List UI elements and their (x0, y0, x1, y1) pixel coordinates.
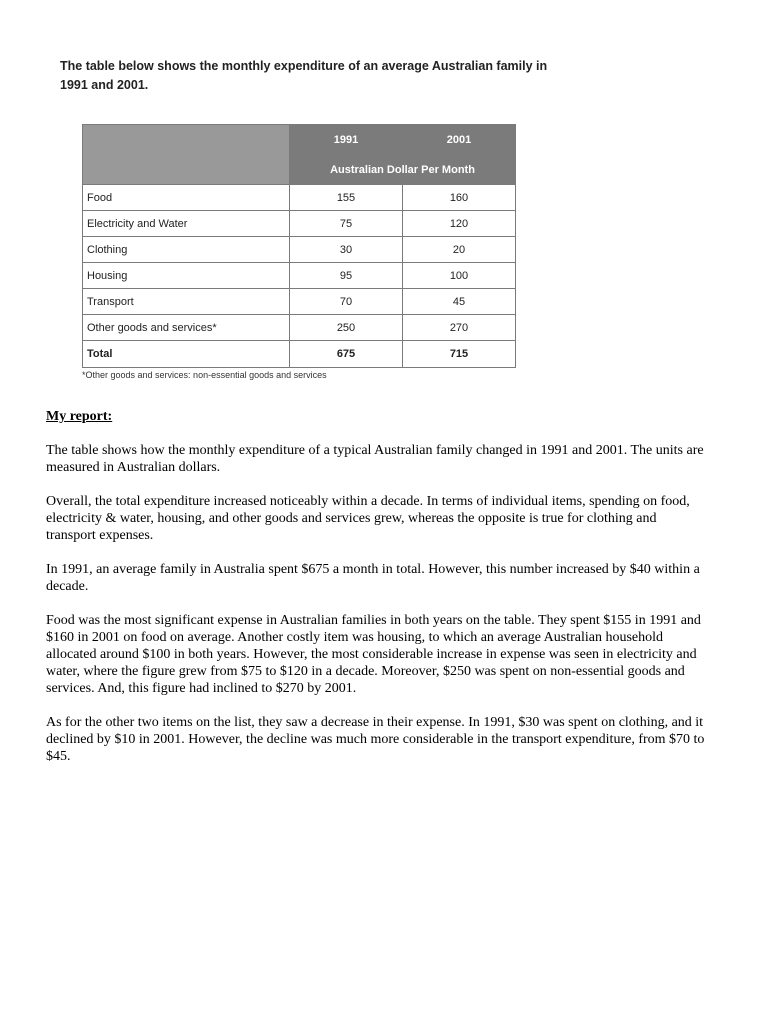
total-row (83, 341, 516, 368)
report-paragraph: As for the other two items on the list, they saw a decrease in their expense. In 1991, $30 was spent on clothing, and it declined by $10 in 2001. However, the decline was much more considerable in the transport expenditure, from $70 to $45. (46, 715, 705, 764)
task-prompt-line-2: 1991 and 2001. (60, 78, 149, 92)
unit-header: Australian Dollar Per Month (290, 155, 516, 185)
table-corner-cell (83, 125, 290, 185)
row-label: Food (83, 185, 290, 211)
total-1991: 675 (290, 341, 403, 368)
year-header-2001: 2001 (403, 125, 516, 155)
table-row (83, 237, 516, 263)
table-row (83, 185, 516, 211)
report-paragraph: The table shows how the monthly expenditure of a typical Australian family changed in 1991 and 2001. The units are measured in Australian dollars. (46, 443, 704, 475)
report-heading: My report: (46, 409, 113, 424)
value-2001: 160 (403, 185, 516, 211)
report-paragraph: In 1991, an average family in Australia spent $675 a month in total. However, this number increased by $40 within a decade. (46, 562, 700, 594)
table-row (83, 315, 516, 341)
report-paragraph: Overall, the total expenditure increased noticeably within a decade. In terms of individual items, spending on food, electricity & water, housing, and other goods and services grew, whereas the opposite is true for clothing and transport expenses. (46, 494, 690, 543)
year-header-1991: 1991 (290, 125, 403, 155)
value-1991: 250 (290, 315, 403, 341)
value-2001: 120 (403, 211, 516, 237)
value-2001: 20 (403, 237, 516, 263)
row-label: Clothing (83, 237, 290, 263)
row-label: Housing (83, 263, 290, 289)
value-1991: 70 (290, 289, 403, 315)
table-footnote: *Other goods and services: non-essential goods and services (82, 370, 327, 380)
report-paragraph: Food was the most significant expense in Australian families in both years on the table. They spent $155 in 1991 and $160 in 2001 on food on average. Another costly item was housing, to which an average Australian household allocated around $100 in both years. However, the most considerable increase in expense was seen in electricity and water, where the figure grew from $75 to $120 in a decade. Moreover, $250 was spent on non-essential goods and services. And, this figure had inclined to $270 by 2001. (46, 613, 701, 696)
task-prompt-line-1: The table below shows the monthly expenditure of an average Australian family in (60, 59, 548, 73)
value-2001: 45 (403, 289, 516, 315)
value-2001: 270 (403, 315, 516, 341)
value-1991: 95 (290, 263, 403, 289)
row-label: Transport (83, 289, 290, 315)
task-prompt (60, 57, 560, 95)
row-label: Other goods and services* (83, 315, 290, 341)
total-label: Total (83, 341, 290, 368)
value-1991: 155 (290, 185, 403, 211)
table-row (83, 263, 516, 289)
report-section (46, 408, 706, 782)
expenditure-table-container (82, 124, 516, 368)
row-label: Electricity and Water (83, 211, 290, 237)
value-2001: 100 (403, 263, 516, 289)
value-1991: 75 (290, 211, 403, 237)
table-row (83, 289, 516, 315)
value-1991: 30 (290, 237, 403, 263)
expenditure-table (82, 124, 516, 368)
total-2001: 715 (403, 341, 516, 368)
table-row (83, 211, 516, 237)
